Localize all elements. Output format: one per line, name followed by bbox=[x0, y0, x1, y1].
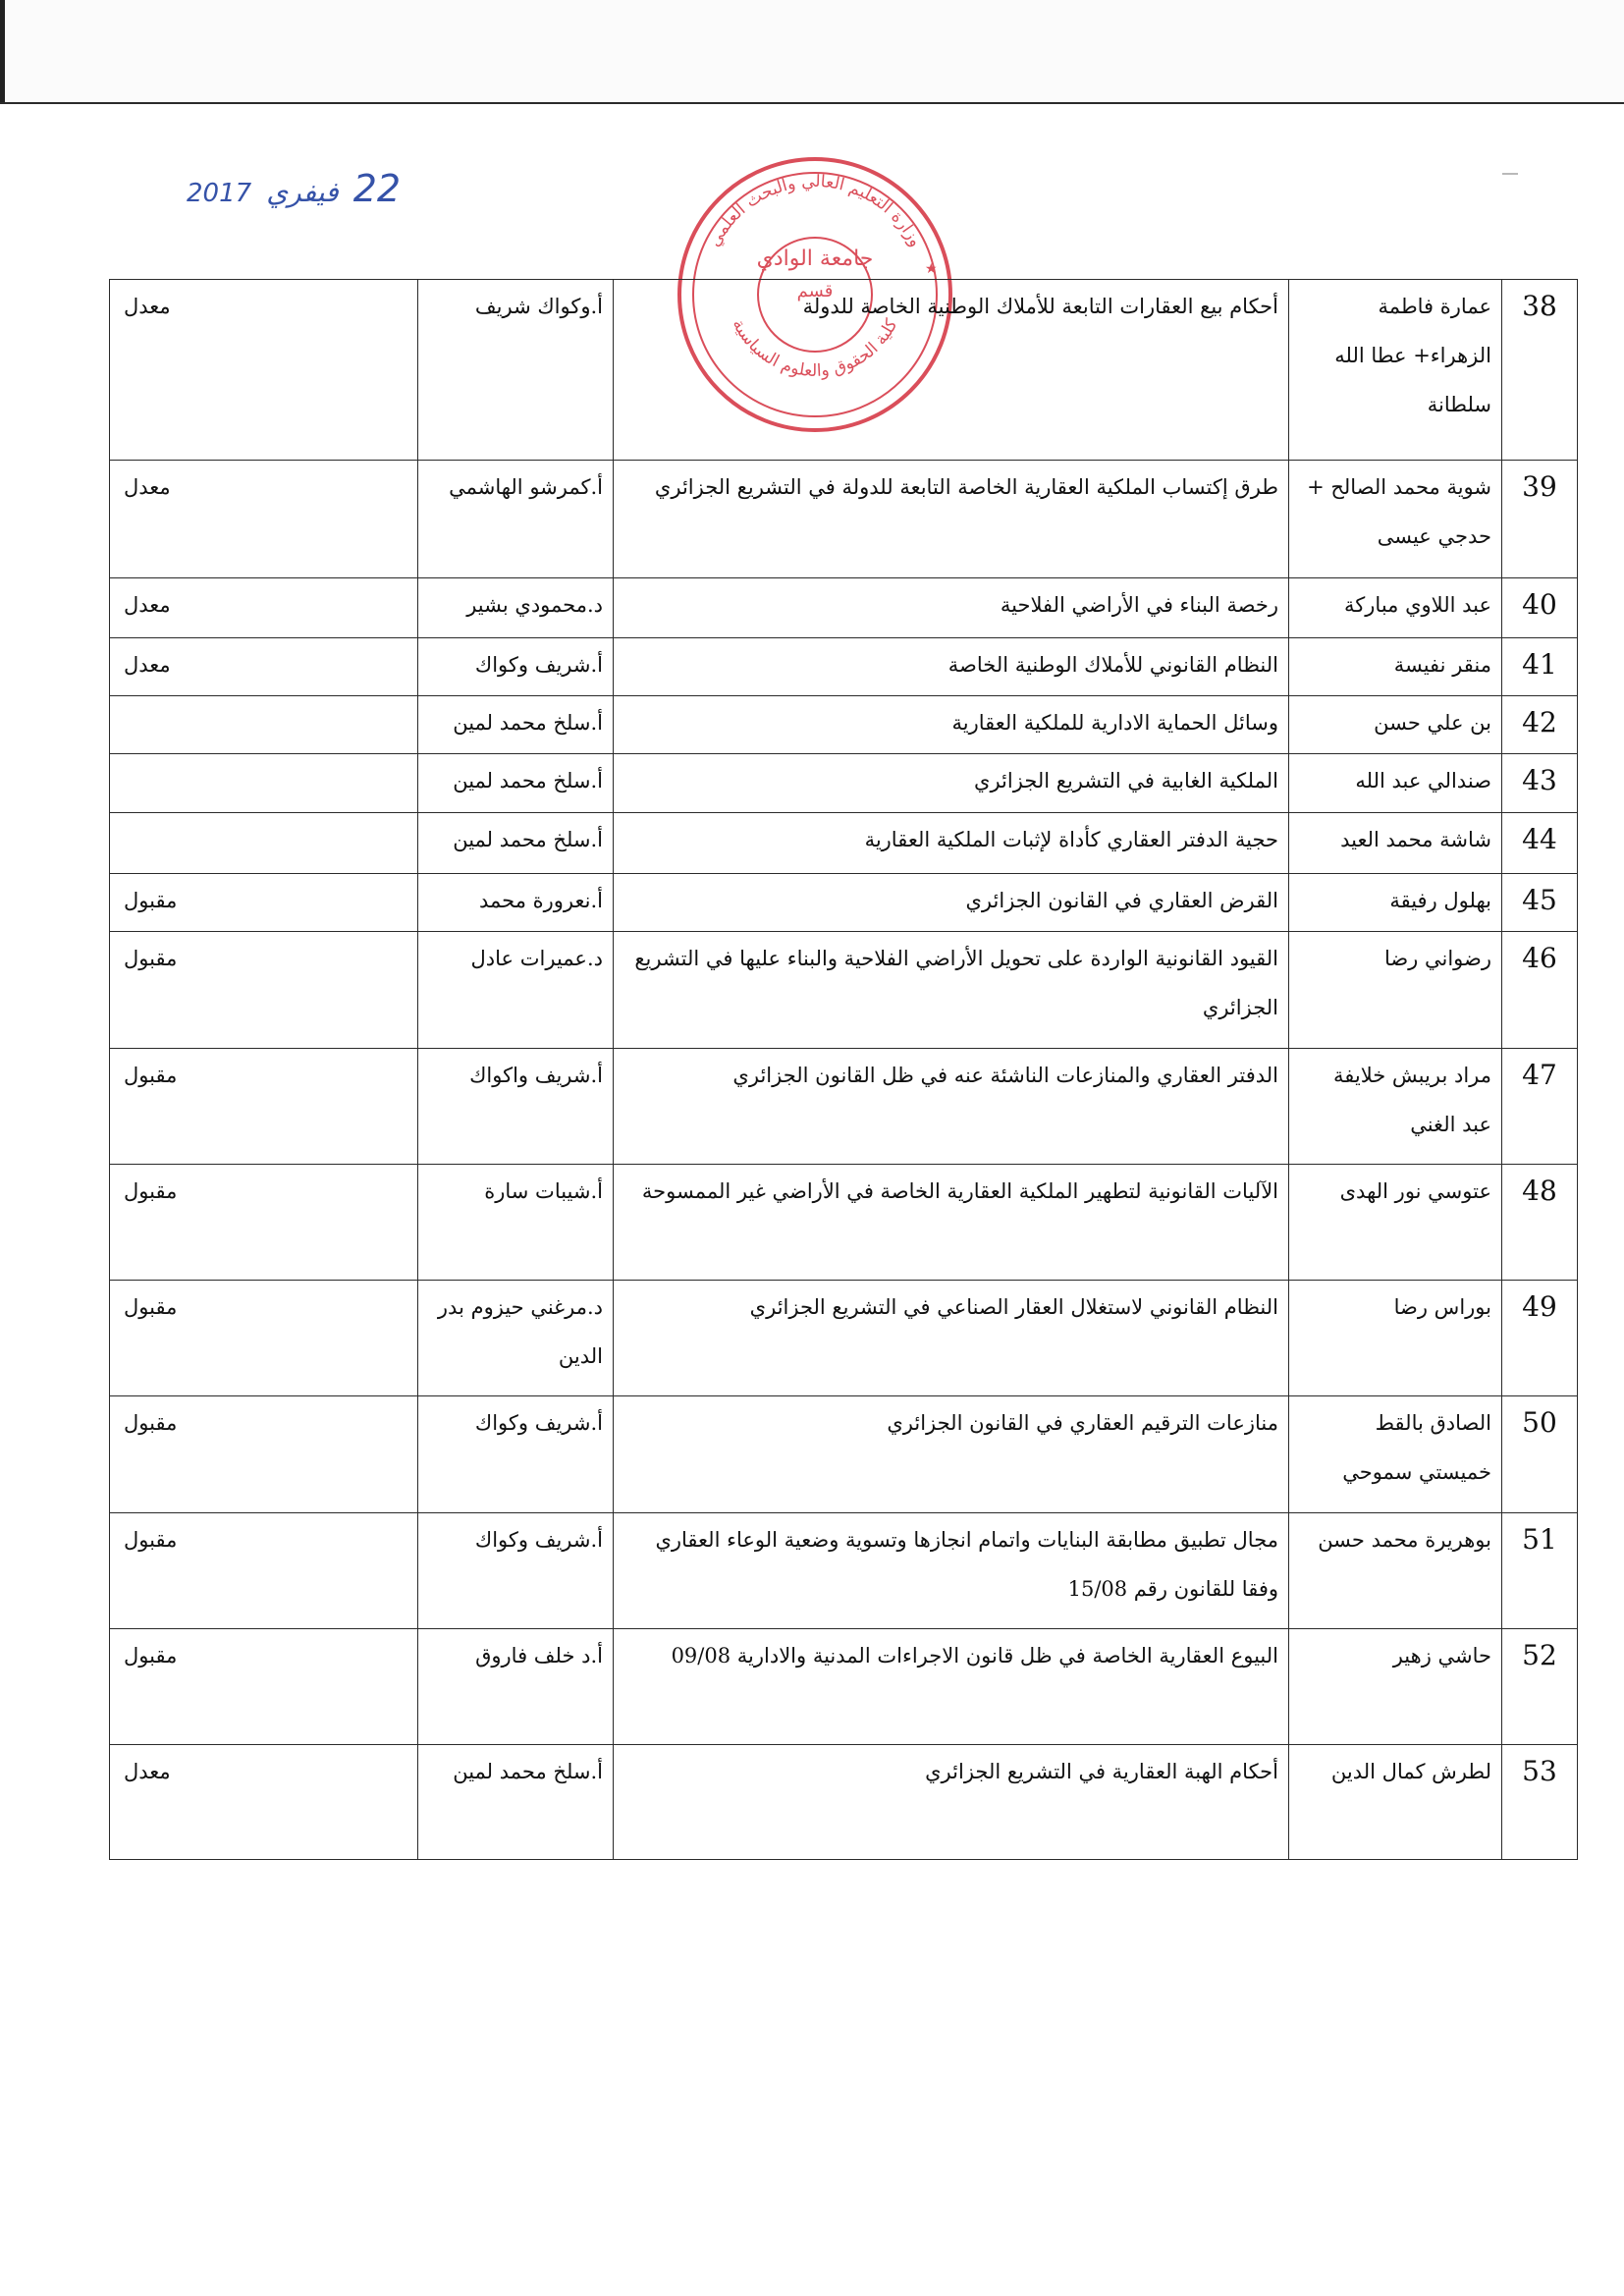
seal-line1: وزارة التعليم العالي والبحث العلمي bbox=[704, 171, 926, 250]
student-name: شاشة محمد العيد bbox=[1289, 813, 1502, 874]
status-label bbox=[110, 696, 418, 754]
scan-top-band bbox=[0, 0, 1624, 104]
supervisor-name: أ.سلخ محمد لمين bbox=[418, 813, 614, 874]
supervisor-name: د.عميرات عادل bbox=[418, 932, 614, 1049]
supervisor-name: أ.نعرورة محمد bbox=[418, 874, 614, 932]
thesis-title: حجية الدفتر العقاري كأداة لإثبات الملكية العقارية bbox=[614, 813, 1289, 874]
student-name: عتوسي نور الهدى bbox=[1289, 1165, 1502, 1281]
student-name: بهلول رفيقة bbox=[1289, 874, 1502, 932]
table-row bbox=[110, 1049, 1578, 1165]
status-label: معدل bbox=[110, 280, 418, 461]
row-number: 43 bbox=[1502, 754, 1578, 813]
status-label: مقبول bbox=[110, 932, 418, 1049]
table-row bbox=[110, 1396, 1578, 1513]
table-row bbox=[110, 1513, 1578, 1629]
student-name: بوهريرة محمد حسن bbox=[1289, 1513, 1502, 1629]
row-number: 46 bbox=[1502, 932, 1578, 1049]
thesis-title: أحكام بيع العقارات التابعة للأملاك الوطنية الخاصة للدولة bbox=[614, 280, 1289, 461]
table-row bbox=[110, 578, 1578, 638]
student-name: بوراس رضا bbox=[1289, 1281, 1502, 1396]
student-name: عمارة فاطمة الزهراء+ عطا الله سلطانة bbox=[1289, 280, 1502, 461]
table-row bbox=[110, 1165, 1578, 1281]
supervisor-name: أ.كمرشو الهاشمي bbox=[418, 461, 614, 578]
thesis-title: الملكية الغابية في التشريع الجزائري bbox=[614, 754, 1289, 813]
seal-line4: كلية الحقوق والعلوم السياسية bbox=[728, 315, 902, 381]
row-number: 51 bbox=[1502, 1513, 1578, 1629]
supervisor-name: أ.شريف وكواك bbox=[418, 1513, 614, 1629]
date-year: 2017 bbox=[187, 179, 252, 208]
thesis-title: منازعات الترقيم العقاري في القانون الجزائري bbox=[614, 1396, 1289, 1513]
thesis-title: النظام القانوني للأملاك الوطنية الخاصة bbox=[614, 638, 1289, 696]
thesis-title: الآليات القانونية لتطهير الملكية العقارية الخاصة في الأراضي غير الممسوحة bbox=[614, 1165, 1289, 1281]
table-row bbox=[110, 1745, 1578, 1860]
student-name: رضواني رضا bbox=[1289, 932, 1502, 1049]
supervisor-name: أ.سلخ محمد لمين bbox=[418, 696, 614, 754]
status-label: معدل bbox=[110, 1745, 418, 1860]
status-label: معدل bbox=[110, 578, 418, 638]
student-name: الصادق بالقط خميستي سموحي bbox=[1289, 1396, 1502, 1513]
date-stamp bbox=[187, 167, 401, 230]
row-number: 52 bbox=[1502, 1629, 1578, 1745]
theses-table bbox=[109, 279, 1578, 1860]
row-number: 44 bbox=[1502, 813, 1578, 874]
status-label: مقبول bbox=[110, 1049, 418, 1165]
table-row bbox=[110, 280, 1578, 461]
row-number: 49 bbox=[1502, 1281, 1578, 1396]
status-label: مقبول bbox=[110, 1629, 418, 1745]
thesis-title: النظام القانوني لاستغلال العقار الصناعي في التشريع الجزائري bbox=[614, 1281, 1289, 1396]
status-label: مقبول bbox=[110, 1396, 418, 1513]
thesis-title: أحكام الهبة العقارية في التشريع الجزائري bbox=[614, 1745, 1289, 1860]
thesis-title: طرق إكتساب الملكية العقارية الخاصة التابعة للدولة في التشريع الجزائري bbox=[614, 461, 1289, 578]
table-row bbox=[110, 754, 1578, 813]
seal-star-icon: ★ bbox=[925, 261, 938, 277]
status-label: مقبول bbox=[110, 1281, 418, 1396]
supervisor-name: د.مرغني حيزوم بدر الدين bbox=[418, 1281, 614, 1396]
status-label: معدل bbox=[110, 638, 418, 696]
supervisor-name: أ.سلخ محمد لمين bbox=[418, 754, 614, 813]
table-row bbox=[110, 461, 1578, 578]
row-number: 48 bbox=[1502, 1165, 1578, 1281]
row-number: 40 bbox=[1502, 578, 1578, 638]
supervisor-name: أ.د خلف فاروق bbox=[418, 1629, 614, 1745]
table-row bbox=[110, 638, 1578, 696]
seal-line3: قسم bbox=[796, 281, 834, 301]
supervisor-name: أ.وكواك شريف bbox=[418, 280, 614, 461]
supervisor-name: د.محمودي بشير bbox=[418, 578, 614, 638]
thesis-title: مجال تطبيق مطابقة البنايات واتمام انجازها وتسوية وضعية الوعاء العقاري وفقا للقانون رقم 15/08 bbox=[614, 1513, 1289, 1629]
supervisor-name: أ.شريف وكواك bbox=[418, 638, 614, 696]
student-name: منقر نفيسة bbox=[1289, 638, 1502, 696]
status-label: مقبول bbox=[110, 1165, 418, 1281]
row-number: 39 bbox=[1502, 461, 1578, 578]
row-number: 53 bbox=[1502, 1745, 1578, 1860]
thesis-title: رخصة البناء في الأراضي الفلاحية bbox=[614, 578, 1289, 638]
date-month: فيفري bbox=[266, 176, 339, 208]
thesis-title: البيوع العقارية الخاصة في ظل قانون الاجراءات المدنية والادارية 09/08 bbox=[614, 1629, 1289, 1745]
date-day: 22 bbox=[352, 167, 402, 210]
table-row bbox=[110, 696, 1578, 754]
scan-mark bbox=[1502, 173, 1518, 175]
seal-line2: جامعة الوادي bbox=[756, 246, 874, 271]
row-number: 50 bbox=[1502, 1396, 1578, 1513]
table-row bbox=[110, 1281, 1578, 1396]
status-label bbox=[110, 754, 418, 813]
supervisor-name: أ.سلخ محمد لمين bbox=[418, 1745, 614, 1860]
row-number: 38 bbox=[1502, 280, 1578, 461]
thesis-title: القيود القانونية الواردة على تحويل الأراضي الفلاحية والبناء عليها في التشريع الجزائري bbox=[614, 932, 1289, 1049]
student-name: عبد اللاوي مباركة bbox=[1289, 578, 1502, 638]
student-name: لطرش كمال الدين bbox=[1289, 1745, 1502, 1860]
status-label: مقبول bbox=[110, 1513, 418, 1629]
student-name: شوية محمد الصالح + حدجي عيسى bbox=[1289, 461, 1502, 578]
table-row bbox=[110, 874, 1578, 932]
thesis-title: الدفتر العقاري والمنازعات الناشئة عنه في ظل القانون الجزائري bbox=[614, 1049, 1289, 1165]
student-name: مراد بريبش خلايفة عبد الغني bbox=[1289, 1049, 1502, 1165]
row-number: 45 bbox=[1502, 874, 1578, 932]
table-row bbox=[110, 813, 1578, 874]
student-name: حاشي زهير bbox=[1289, 1629, 1502, 1745]
table-row bbox=[110, 1629, 1578, 1745]
row-number: 41 bbox=[1502, 638, 1578, 696]
thesis-title: وسائل الحماية الادارية للملكية العقارية bbox=[614, 696, 1289, 754]
table-row bbox=[110, 932, 1578, 1049]
thesis-title: القرض العقاري في القانون الجزائري bbox=[614, 874, 1289, 932]
row-number: 47 bbox=[1502, 1049, 1578, 1165]
status-label bbox=[110, 813, 418, 874]
row-number: 42 bbox=[1502, 696, 1578, 754]
supervisor-name: أ.شريف وكواك bbox=[418, 1396, 614, 1513]
supervisor-name: أ.شريف واكواك bbox=[418, 1049, 614, 1165]
supervisor-name: أ.شيبات سارة bbox=[418, 1165, 614, 1281]
student-name: بن علي حسن bbox=[1289, 696, 1502, 754]
student-name: صندالي عبد الله bbox=[1289, 754, 1502, 813]
status-label: مقبول bbox=[110, 874, 418, 932]
status-label: معدل bbox=[110, 461, 418, 578]
